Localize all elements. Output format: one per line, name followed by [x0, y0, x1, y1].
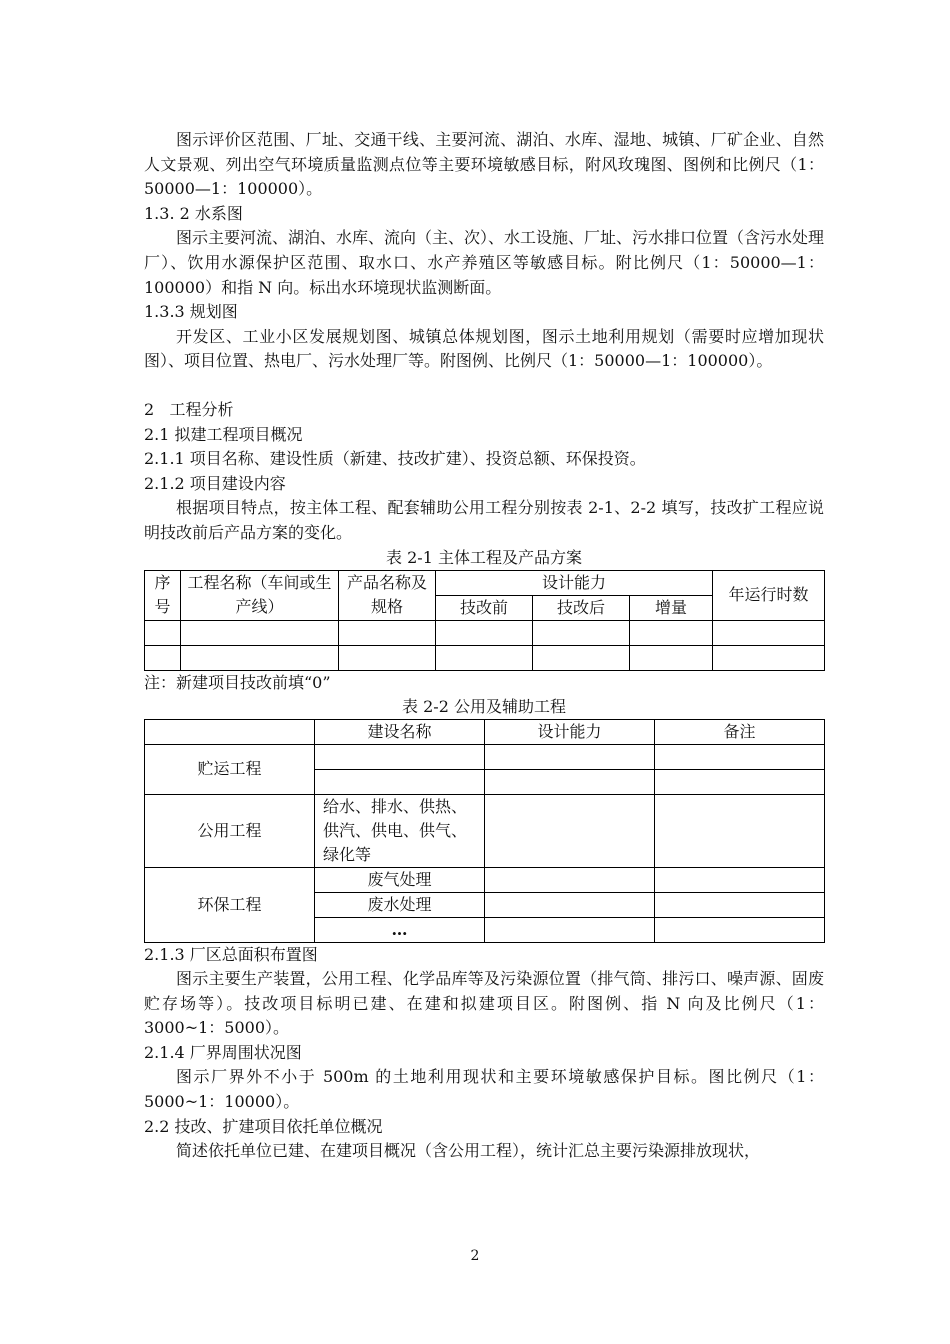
cell [655, 769, 825, 794]
header-remark: 备注 [655, 719, 825, 744]
header-after: 技改后 [533, 595, 630, 620]
group-storage: 贮运工程 [145, 744, 315, 794]
cell [485, 892, 655, 917]
header-project-name: 工程名称（车间或生产线） [181, 570, 339, 620]
paragraph: 开发区、工业小区发展规划图、城镇总体规划图，图示土地利用规划（需要时应增加现状图）、项目位置、热电厂、污水处理厂等。附图例、比例尺（1：50000—1：100000）。 [144, 326, 824, 371]
cell [655, 917, 825, 942]
paragraph: 图示主要河流、湖泊、水库、流向（主、次）、水工设施、厂址、污水排口位置（含污水处理厂）、饮用水源保护区范围、取水口、水产养殖区等敏感目标。附比例尺（1：50000—1：100000）和指 N 向。标出水环境现状监测断面。 [144, 228, 825, 297]
auxiliary-engineering-table [144, 719, 825, 943]
section-heading: 1.3.3 规划图 [144, 302, 238, 322]
table-caption: 表 2-1 主体工程及产品方案 [386, 547, 582, 567]
cell [655, 794, 825, 867]
header-capacity: 设计能力 [436, 570, 713, 595]
table-row [145, 645, 825, 670]
cell [145, 645, 181, 670]
page-number: 2 [470, 1248, 480, 1264]
cell [181, 620, 339, 645]
cell [655, 744, 825, 769]
cell [436, 620, 533, 645]
header-before: 技改前 [436, 595, 533, 620]
header-annual-hours: 年运行时数 [713, 570, 825, 620]
section-heading: 2.1.4 厂界周围状况图 [144, 1042, 302, 1062]
main-engineering-table [144, 570, 825, 671]
cell [630, 645, 713, 670]
chapter-heading: 2 工程分析 [144, 399, 234, 419]
cell [436, 645, 533, 670]
paragraph: 简述依托单位已建、在建项目概况（含公用工程），统计汇总主要污染源排放现状， [176, 1141, 761, 1161]
header-increase: 增量 [630, 595, 713, 620]
cell [485, 867, 655, 892]
cell [315, 769, 485, 794]
table-caption: 表 2-2 公用及辅助工程 [402, 696, 566, 716]
header-design-capacity: 设计能力 [485, 719, 655, 744]
paragraph: 根据项目特点，按主体工程、配套辅助公用工程分别按表 2-1、2-2 填写，技改扩工程应说明技改前后产品方案的变化。 [144, 498, 824, 542]
env-more: … [315, 917, 485, 942]
paragraph: 图示厂界外不小于 500m 的土地利用现状和主要环境敏感保护目标。图比例尺（1：5000~1：10000）。 [144, 1067, 824, 1112]
env-gas: 废气处理 [315, 867, 485, 892]
cell [533, 620, 630, 645]
section-heading: 2.1.3 厂区总面积布置图 [144, 944, 318, 964]
cell [630, 620, 713, 645]
table-row [145, 620, 825, 645]
cell [485, 769, 655, 794]
cell [339, 645, 436, 670]
env-water: 废水处理 [315, 892, 485, 917]
header-product: 产品名称及规格 [339, 570, 436, 620]
section-heading: 2.1 拟建工程项目概况 [144, 424, 303, 444]
document-body [144, 128, 824, 1164]
header-build-name: 建设名称 [315, 719, 485, 744]
cell [315, 744, 485, 769]
table-note: 注：新建项目技改前填“0” [144, 672, 331, 692]
paragraph: 图示主要生产装置，公用工程、化学品库等及污染源位置（排气筒、排污口、噪声源、固废贮存场等）。技改项目标明已建、在建和拟建项目区。附图例、指 N 向及比例尺（1：3000~1：5000）。 [144, 969, 824, 1038]
cell [145, 620, 181, 645]
group-env: 环保工程 [145, 867, 315, 942]
group-public: 公用工程 [145, 794, 315, 867]
header-seq: 序号 [145, 570, 181, 620]
public-items: 给水、排水、供热、供汽、供电、供气、绿化等 [315, 794, 485, 867]
cell [181, 645, 339, 670]
section-heading: 2.2 技改、扩建项目依托单位概况 [144, 1116, 383, 1136]
cell [485, 744, 655, 769]
cell [339, 620, 436, 645]
section-heading: 1.3. 2 水系图 [144, 203, 243, 223]
paragraph: 图示评价区范围、厂址、交通干线、主要河流、湖泊、水库、湿地、城镇、厂矿企业、自然人文景观、列出空气环境质量监测点位等主要环境敏感目标，附风玫瑰图、图例和比例尺（1：50000—1：100000）。 [144, 130, 824, 199]
section-heading: 2.1.1 项目名称、建设性质（新建、技改扩建）、投资总额、环保投资。 [144, 449, 646, 469]
cell [655, 892, 825, 917]
cell [145, 719, 315, 744]
cell [485, 794, 655, 867]
cell [485, 917, 655, 942]
cell [713, 645, 825, 670]
cell [713, 620, 825, 645]
cell [533, 645, 630, 670]
section-heading: 2.1.2 项目建设内容 [144, 473, 286, 493]
spacer [144, 374, 824, 398]
cell [655, 867, 825, 892]
